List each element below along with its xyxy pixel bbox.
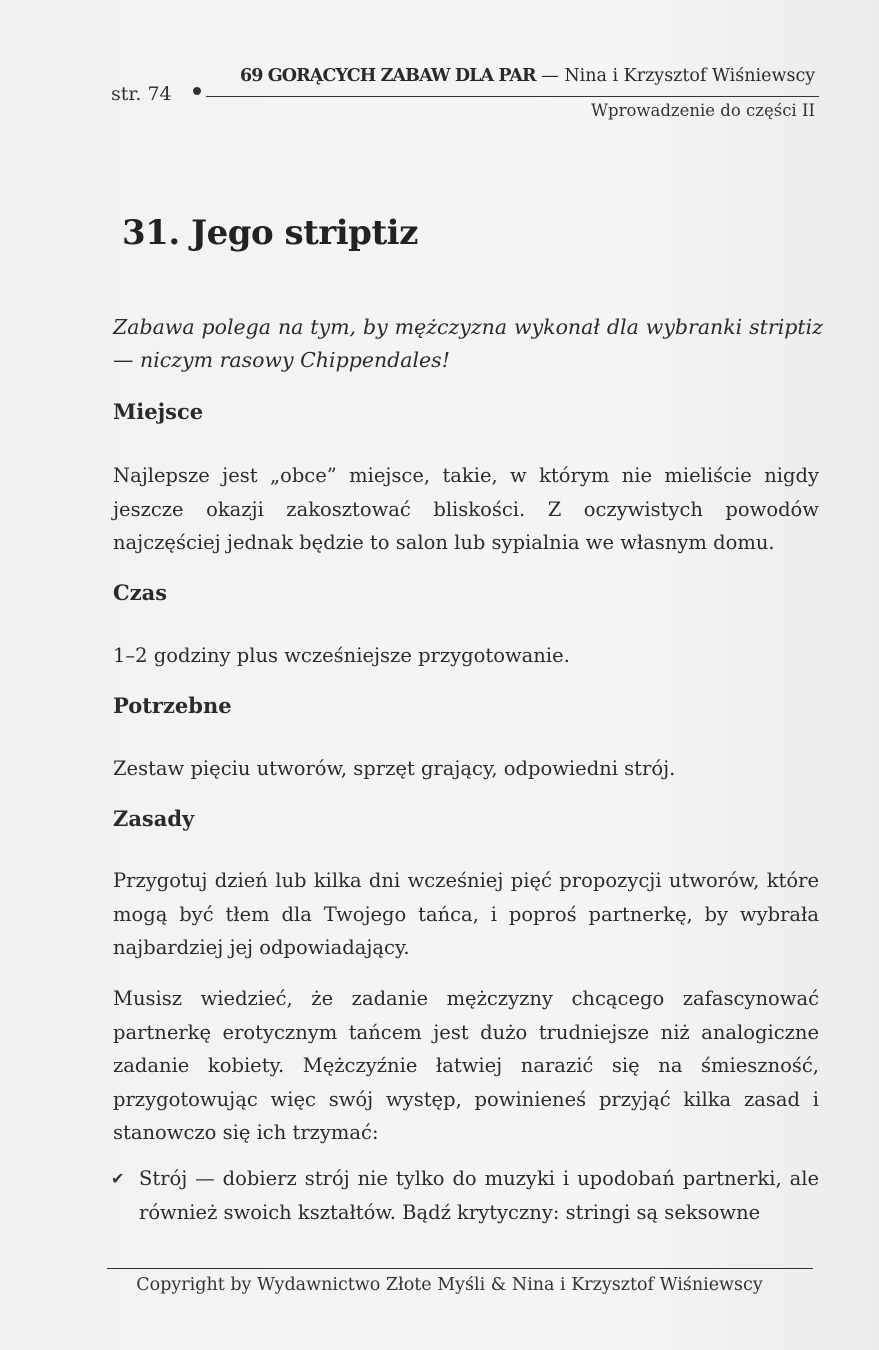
list-item-text: Strój — dobierz strój nie tylko do muzyki i upodobań partnerki, ale również swoich kształtów. Bądź krytyczny: stringi są seksowne bbox=[139, 1167, 819, 1224]
paragraph-czas: 1–2 godziny plus wcześniejsze przygotowanie. bbox=[113, 644, 570, 667]
list-item bbox=[111, 1162, 819, 1229]
heading-potrzebne: Potrzebne bbox=[113, 693, 232, 718]
paragraph-potrzebne: Zestaw pięciu utworów, sprzęt grający, odpowiedni strój. bbox=[113, 757, 676, 780]
heading-zasady: Zasady bbox=[113, 806, 195, 831]
chapter-intro: Zabawa polega na tym, by mężczyzna wykonał dla wybranki striptiz — niczym rasowy Chippendales! bbox=[113, 315, 823, 372]
paragraph-zasady-1: Przygotuj dzień lub kilka dni wcześniej pięć propozycji utworów, które mogą być tłem dla Twojego tańca, i poproś partnerkę, by wybrała najbardziej jej odpowiadający. bbox=[113, 869, 819, 959]
book-authors: — Nina i Krzysztof Wiśniewscy bbox=[535, 66, 816, 86]
book-title: 69 GORĄCYCH ZABAW DLA PAR bbox=[240, 66, 536, 86]
heading-czas: Czas bbox=[113, 580, 168, 605]
paragraph-zasady-2: Musisz wiedzieć, że zadanie mężczyzny chcącego zafascynować partnerkę erotycznym tańcem jest dużo trudniejsze niż analogiczne zadanie kobiety. Mężczyźnie łatwiej narazić się na śmieszność, przygotowując więc swój występ, powinieneś przyjąć kilka zasad i stanowczo się ich trzymać: bbox=[113, 987, 819, 1144]
page-number: str. 74 bbox=[111, 83, 172, 105]
footer-copyright: Copyright by Wydawnictwo Złote Myśli & Nina i Krzysztof Wiśniewscy bbox=[136, 1275, 763, 1295]
running-header bbox=[240, 66, 815, 86]
paragraph-miejsce: Najlepsze jest „obce” miejsce, takie, w którym nie mieliście nigdy jeszcze okazji zakosztować bliskości. Z oczywistych powodów najczęściej jednak będzie to salon lub sypialnia we własnym domu. bbox=[113, 464, 819, 554]
checkmark-icon: ✔ bbox=[111, 1169, 125, 1188]
heading-miejsce: Miejsce bbox=[113, 399, 204, 424]
chapter-title: 31. Jego striptiz bbox=[122, 213, 418, 253]
header-rule bbox=[206, 96, 819, 97]
footer-rule bbox=[107, 1268, 813, 1269]
section-header: Wprowadzenie do części II bbox=[591, 101, 815, 120]
header-bullet bbox=[193, 87, 201, 95]
